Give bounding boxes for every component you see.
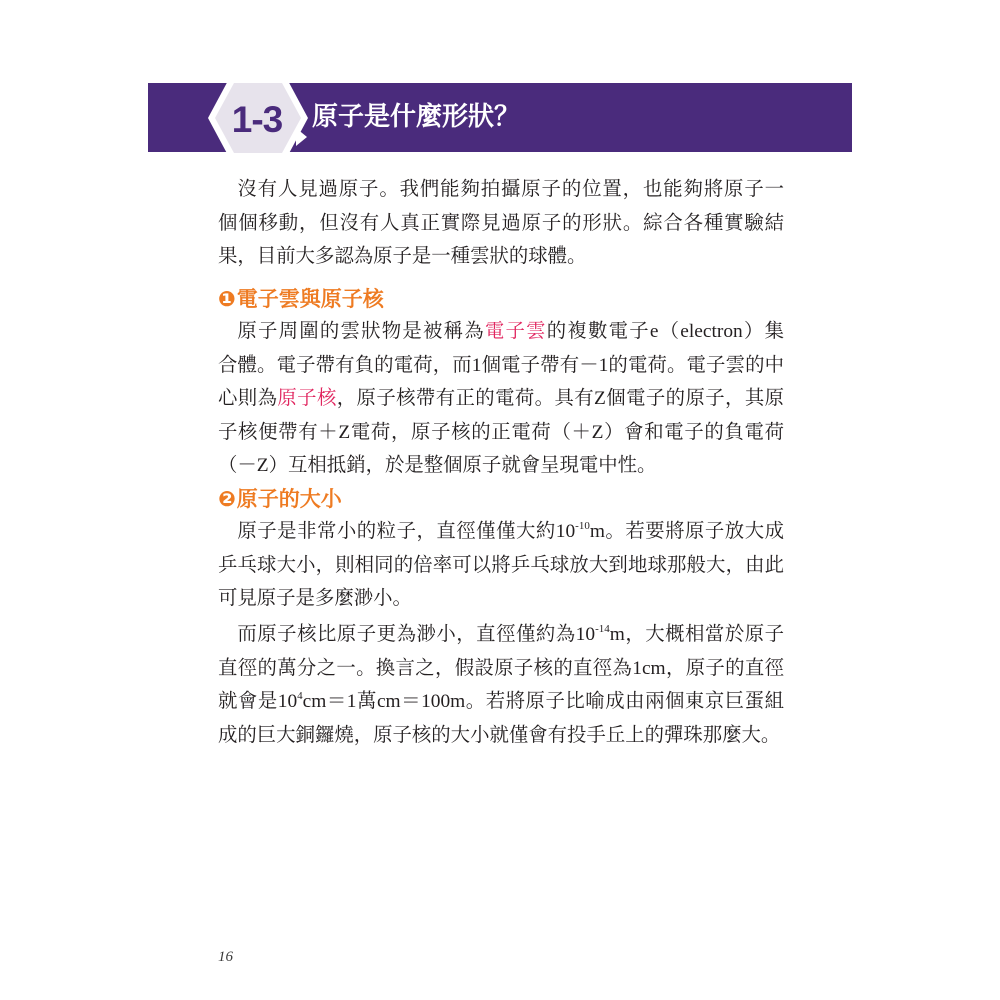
subheading-atom-size — [218, 483, 342, 517]
text-line — [218, 685, 784, 719]
text-line: 合體。電子帶有負的電荷，而1個電子帶有－1的電荷。電子雲的中 — [218, 354, 784, 376]
text-line: （－Z）互相抵銷，於是整個原子就會呈現電中性。 — [218, 455, 657, 477]
subheading-text: 原子的大小 — [236, 487, 342, 511]
section-number: 1-3 — [231, 99, 283, 140]
superscript-exponent: 4 — [297, 690, 303, 703]
text-line: 個個移動，但沒有人真正實際見過原子的形狀。綜合各種實驗結 — [218, 212, 784, 234]
text-line — [218, 382, 784, 416]
text-segment: 就會是10 — [218, 691, 298, 713]
number-one-circle-icon: ❶ — [218, 287, 236, 311]
text-line: 可見原子是多麼渺小。 — [218, 588, 412, 610]
paragraph-1 — [218, 173, 784, 274]
text-segment: 心則為 — [218, 388, 278, 410]
subheading-electron-cloud-and-nucleus — [218, 283, 384, 317]
text-line: 沒有人見過原子。我們能夠拍攝原子的位置，也能夠將原子一 — [237, 179, 784, 200]
text-segment: cm＝1萬cm＝100m。若將原子比喻成由兩個東京巨蛋組 — [302, 691, 784, 713]
text-segment: 原子周圍的雲狀物是被稱為 — [237, 321, 485, 342]
text-segment: 原子是非常小的粒子，直徑僅僅大約10 — [237, 521, 576, 542]
text-segment: 的複數電子e（electron）集 — [546, 321, 784, 342]
subheading-text: 電子雲與原子核 — [236, 287, 384, 311]
paragraph-3 — [218, 515, 784, 616]
number-two-circle-icon: ❷ — [218, 487, 236, 511]
text-line: 直徑的萬分之一。換言之，假設原子核的直徑為1cm，原子的直徑 — [218, 657, 784, 679]
section-title: 原子是什麼形狀？ — [312, 102, 521, 132]
paragraph-4 — [218, 618, 784, 752]
highlight-term-electron-cloud: 電子雲 — [484, 321, 547, 342]
text-segment: 而原子核比原子更為渺小，直徑僅約為10 — [237, 624, 596, 645]
text-line: 成的巨大銅鑼燒，原子核的大小就僅會有投手丘上的彈珠那麼大。 — [218, 724, 781, 746]
text-line — [218, 515, 784, 549]
section-banner — [0, 0, 1000, 170]
superscript-exponent: -10 — [575, 520, 590, 532]
text-line: 乒乓球大小，則相同的倍率可以將乒乓球放大到地球那般大，由此 — [218, 554, 784, 576]
highlight-term-nucleus: 原子核 — [277, 388, 337, 410]
text-line — [218, 315, 784, 349]
text-line — [218, 618, 784, 652]
text-segment: m。若要將原子放大成 — [589, 521, 784, 542]
text-segment: ，原子核帶有正的電荷。具有Z個電子的原子，其原 — [336, 388, 785, 410]
paragraph-2 — [218, 315, 784, 483]
text-line: 子核便帶有＋Z電荷，原子核的正電荷（＋Z）會和電子的負電荷 — [218, 421, 784, 443]
text-line: 果，目前大多認為原子是一種雲狀的球體。 — [218, 246, 587, 268]
superscript-exponent: -14 — [595, 623, 610, 635]
text-segment: m，大概相當於原子 — [609, 624, 785, 645]
page-number: 16 — [218, 949, 233, 965]
